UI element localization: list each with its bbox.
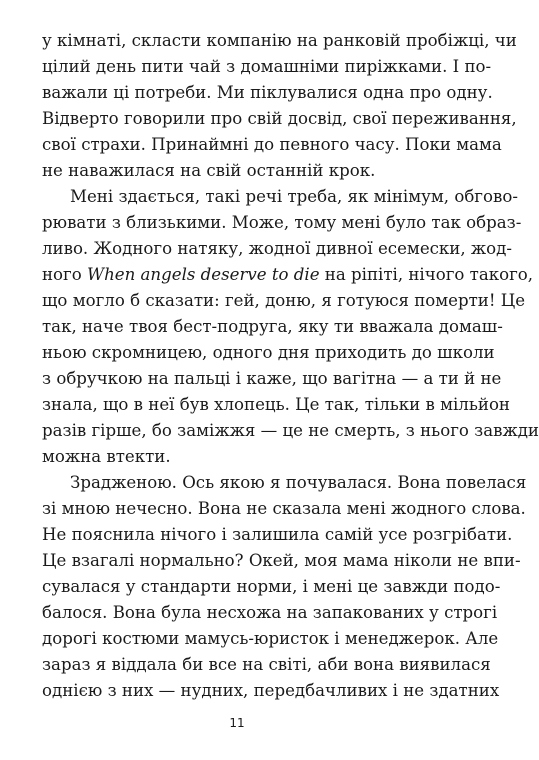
text-line: ливо. Жодного натяку, жодної дивної есемески, жод- xyxy=(42,239,512,258)
text-line: Це взагалі нормально? Окей, моя мама ніколи не впи- xyxy=(42,551,521,570)
paragraph-3 xyxy=(42,470,527,704)
text-line: рювати з близькими. Може, тому мені було так образ- xyxy=(42,213,522,232)
text-line: сувалася у стандарти норми, і мені це завжди подо- xyxy=(42,577,501,596)
text-line: у кімнаті, скласти компанію на ранковій пробіжці, чи xyxy=(42,31,517,50)
text-line: не наважилася на свій останній крок. xyxy=(42,161,376,180)
text-line: зараз я віддала би все на світі, аби вона виявилася xyxy=(42,655,491,674)
text-line: балося. Вона була несхожа на запакованих у строгі xyxy=(42,603,498,622)
text-line: Мені здається, такі речі треба, як мінімум, обгово- xyxy=(70,187,518,206)
text-line: важали ці потреби. Ми піклувалися одна про одну. xyxy=(42,83,493,102)
text-line: дорогі костюми мамусь-юристок і менеджерок. Але xyxy=(42,629,499,648)
text-line: цілий день пити чай з домашніми пиріжками. І по- xyxy=(42,57,492,76)
text-line: свої страхи. Принаймні до певного часу. Поки мама xyxy=(42,135,502,154)
italic-song-title: When angels deserve to die xyxy=(87,265,320,284)
text-line: однією з них — нудних, передбачливих і не здатних xyxy=(42,681,500,700)
text-run: на ріпіті, нічого такого, xyxy=(319,265,534,284)
text-line: знала, що в неї був хлопець. Це так, тільки в мільйон xyxy=(42,395,510,414)
text-line: що могло б сказати: гей, доню, я готуюся померти! Це xyxy=(42,291,526,310)
paragraph-1 xyxy=(42,28,517,184)
text-line: так, наче твоя бест-подруга, яку ти вважала домаш- xyxy=(42,317,503,336)
text-line: Не пояснила нічого і залишила самій усе розгрібати. xyxy=(42,525,513,544)
page-number: 11 xyxy=(229,716,245,730)
text-line: Зрадженою. Ось якою я почувалася. Вона повелася xyxy=(70,473,527,492)
page-body xyxy=(42,28,539,704)
text-line: з обручкою на пальці і каже, що вагітна — а ти й не xyxy=(42,369,502,388)
text-line xyxy=(42,262,534,288)
text-line: зі мною нечесно. Вона не сказала мені жодного слова. xyxy=(42,499,526,518)
text-line: ньою скромницею, одного дня приходить до школи xyxy=(42,343,495,362)
text-line: разів гірше, бо заміжжя — це не смерть, з нього завжди xyxy=(42,421,539,440)
text-line: можна втекти. xyxy=(42,447,171,466)
text-run: ного xyxy=(42,265,88,284)
paragraph-2 xyxy=(42,184,539,470)
text-line: Відверто говорили про свій досвід, свої переживання, xyxy=(42,109,517,128)
